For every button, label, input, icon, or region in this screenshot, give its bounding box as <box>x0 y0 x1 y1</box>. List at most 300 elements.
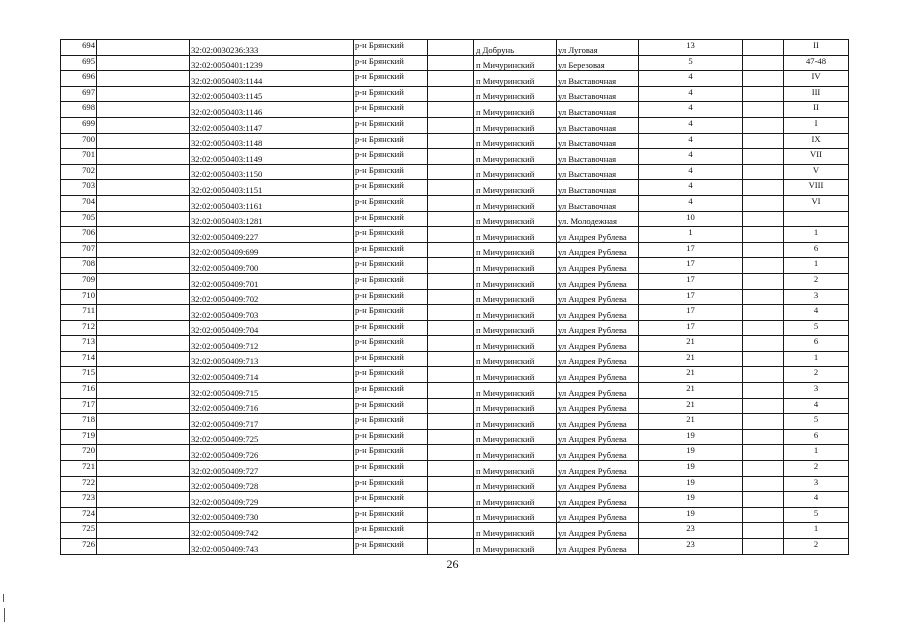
house-number-cell: 10 <box>639 211 743 227</box>
empty-cell <box>428 258 474 274</box>
region-cell: р-н Брянский <box>354 320 428 336</box>
locality-cell: п Мичуринский <box>474 149 557 165</box>
empty-cell <box>743 336 784 352</box>
empty-cell <box>743 227 784 243</box>
cadastral-number-cell: 32:02:0050401:1239 <box>190 55 354 71</box>
table-row <box>61 461 849 477</box>
house-number-cell: 21 <box>639 414 743 430</box>
page-number: 26 <box>446 557 459 571</box>
table-row <box>61 305 849 321</box>
apartment-cell: III <box>784 86 849 102</box>
house-number-cell: 23 <box>639 539 743 555</box>
street-cell: ул Андрея Рублева <box>557 414 639 430</box>
region-cell: р-н Брянский <box>354 398 428 414</box>
empty-cell <box>428 305 474 321</box>
apartment-cell: 47-48 <box>784 55 849 71</box>
street-cell: ул Андрея Рублева <box>557 367 639 383</box>
row-number-cell: 703 <box>61 180 97 196</box>
table-row <box>61 492 849 508</box>
street-cell: ул Андрея Рублева <box>557 351 639 367</box>
cadastral-number-cell: 32:02:0050409:227 <box>190 227 354 243</box>
street-cell: ул. Молодежная <box>557 211 639 227</box>
street-cell: ул Андрея Рублева <box>557 227 639 243</box>
region-cell: р-н Брянский <box>354 86 428 102</box>
table-row <box>61 289 849 305</box>
house-number-cell: 4 <box>639 195 743 211</box>
cadastral-number-cell: 32:02:0030236:333 <box>190 40 354 56</box>
empty-cell <box>97 336 190 352</box>
table-row <box>61 414 849 430</box>
apartment-cell: 2 <box>784 461 849 477</box>
house-number-cell: 17 <box>639 320 743 336</box>
row-number-cell: 721 <box>61 461 97 477</box>
row-number-cell: 719 <box>61 429 97 445</box>
house-number-cell: 17 <box>639 305 743 321</box>
row-number-cell: 709 <box>61 273 97 289</box>
cadastral-number-cell: 32:02:0050409:700 <box>190 258 354 274</box>
empty-cell <box>428 289 474 305</box>
empty-cell <box>97 383 190 399</box>
apartment-cell: 5 <box>784 320 849 336</box>
row-number-cell: 714 <box>61 351 97 367</box>
cadastral-number-cell: 32:02:0050409:743 <box>190 539 354 555</box>
table-row <box>61 383 849 399</box>
region-cell: р-н Брянский <box>354 289 428 305</box>
empty-cell <box>97 180 190 196</box>
street-cell: ул Андрея Рублева <box>557 476 639 492</box>
row-number-cell: 715 <box>61 367 97 383</box>
region-cell: р-н Брянский <box>354 258 428 274</box>
empty-cell <box>743 40 784 56</box>
region-cell: р-н Брянский <box>354 102 428 118</box>
house-number-cell: 21 <box>639 398 743 414</box>
apartment-cell: 3 <box>784 476 849 492</box>
locality-cell: п Мичуринский <box>474 258 557 274</box>
row-number-cell: 695 <box>61 55 97 71</box>
row-number-cell: 694 <box>61 40 97 56</box>
table-row <box>61 539 849 555</box>
empty-cell <box>428 195 474 211</box>
locality-cell: п Мичуринский <box>474 211 557 227</box>
apartment-cell: VII <box>784 149 849 165</box>
street-cell: ул Андрея Рублева <box>557 461 639 477</box>
empty-cell <box>97 445 190 461</box>
street-cell: ул Андрея Рублева <box>557 383 639 399</box>
locality-cell: п Мичуринский <box>474 445 557 461</box>
empty-cell <box>743 351 784 367</box>
empty-cell <box>97 461 190 477</box>
empty-cell <box>743 445 784 461</box>
house-number-cell: 1 <box>639 227 743 243</box>
empty-cell <box>97 539 190 555</box>
empty-cell <box>743 320 784 336</box>
row-number-cell: 722 <box>61 476 97 492</box>
empty-cell <box>428 211 474 227</box>
street-cell: ул Выставочная <box>557 86 639 102</box>
row-number-cell: 701 <box>61 149 97 165</box>
house-number-cell: 19 <box>639 507 743 523</box>
house-number-cell: 21 <box>639 351 743 367</box>
empty-cell <box>743 492 784 508</box>
cadastral-number-cell: 32:02:0050409:730 <box>190 507 354 523</box>
house-number-cell: 19 <box>639 492 743 508</box>
street-cell: ул Андрея Рублева <box>557 507 639 523</box>
empty-cell <box>743 507 784 523</box>
apartment-cell: 2 <box>784 273 849 289</box>
table-row <box>61 258 849 274</box>
street-cell: ул Андрея Рублева <box>557 273 639 289</box>
house-number-cell: 4 <box>639 164 743 180</box>
empty-cell <box>428 507 474 523</box>
empty-cell <box>97 305 190 321</box>
empty-cell <box>428 492 474 508</box>
region-cell: р-н Брянский <box>354 539 428 555</box>
apartment-cell: 4 <box>784 398 849 414</box>
table-row <box>61 367 849 383</box>
empty-cell <box>428 242 474 258</box>
region-cell: р-н Брянский <box>354 492 428 508</box>
table-row <box>61 523 849 539</box>
street-cell: ул Андрея Рублева <box>557 289 639 305</box>
locality-cell: п Мичуринский <box>474 289 557 305</box>
table-row <box>61 211 849 227</box>
row-number-cell: 700 <box>61 133 97 149</box>
empty-cell <box>743 383 784 399</box>
region-cell: р-н Брянский <box>354 461 428 477</box>
empty-cell <box>743 149 784 165</box>
row-number-cell: 706 <box>61 227 97 243</box>
empty-cell <box>97 55 190 71</box>
locality-cell: п Мичуринский <box>474 414 557 430</box>
cadastral-number-cell: 32:02:0050403:1281 <box>190 211 354 227</box>
region-cell: р-н Брянский <box>354 149 428 165</box>
region-cell: р-н Брянский <box>354 227 428 243</box>
empty-cell <box>428 476 474 492</box>
house-number-cell: 19 <box>639 445 743 461</box>
empty-cell <box>743 195 784 211</box>
row-number-cell: 705 <box>61 211 97 227</box>
table-row <box>61 86 849 102</box>
row-number-cell: 708 <box>61 258 97 274</box>
street-cell: ул Андрея Рублева <box>557 305 639 321</box>
apartment-cell: 2 <box>784 539 849 555</box>
locality-cell: п Мичуринский <box>474 539 557 555</box>
locality-cell: п Мичуринский <box>474 492 557 508</box>
house-number-cell: 17 <box>639 258 743 274</box>
empty-cell <box>743 258 784 274</box>
cadastral-number-cell: 32:02:0050403:1144 <box>190 71 354 87</box>
house-number-cell: 19 <box>639 476 743 492</box>
empty-cell <box>97 429 190 445</box>
cadastral-number-cell: 32:02:0050409:713 <box>190 351 354 367</box>
row-number-cell: 723 <box>61 492 97 508</box>
apartment-cell: 6 <box>784 429 849 445</box>
apartment-cell <box>784 211 849 227</box>
locality-cell: п Мичуринский <box>474 55 557 71</box>
empty-cell <box>97 320 190 336</box>
house-number-cell: 21 <box>639 336 743 352</box>
cadastral-number-cell: 32:02:0050403:1151 <box>190 180 354 196</box>
region-cell: р-н Брянский <box>354 195 428 211</box>
empty-cell <box>97 398 190 414</box>
region-cell: р-н Брянский <box>354 211 428 227</box>
house-number-cell: 5 <box>639 55 743 71</box>
locality-cell: п Мичуринский <box>474 227 557 243</box>
row-number-cell: 697 <box>61 86 97 102</box>
empty-cell <box>97 102 190 118</box>
cadastral-number-cell: 32:02:0050409:715 <box>190 383 354 399</box>
table-row <box>61 195 849 211</box>
region-cell: р-н Брянский <box>354 305 428 321</box>
empty-cell <box>428 429 474 445</box>
cadastral-number-cell: 32:02:0050403:1145 <box>190 86 354 102</box>
cadastral-number-cell: 32:02:0050403:1161 <box>190 195 354 211</box>
locality-cell: п Мичуринский <box>474 305 557 321</box>
street-cell: ул Андрея Рублева <box>557 398 639 414</box>
table-row <box>61 227 849 243</box>
empty-cell <box>97 71 190 87</box>
empty-cell <box>743 242 784 258</box>
row-number-cell: 718 <box>61 414 97 430</box>
table-row <box>61 320 849 336</box>
row-number-cell: 724 <box>61 507 97 523</box>
row-number-cell: 699 <box>61 117 97 133</box>
cadastral-number-cell: 32:02:0050409:727 <box>190 461 354 477</box>
table-row <box>61 164 849 180</box>
empty-cell <box>743 461 784 477</box>
region-cell: р-н Брянский <box>354 55 428 71</box>
locality-cell: п Мичуринский <box>474 523 557 539</box>
empty-cell <box>97 195 190 211</box>
street-cell: ул Андрея Рублева <box>557 539 639 555</box>
table-row <box>61 40 849 56</box>
empty-cell <box>743 273 784 289</box>
street-cell: ул Андрея Рублева <box>557 429 639 445</box>
cadastral-number-cell: 32:02:0050409:728 <box>190 476 354 492</box>
cadastral-number-cell: 32:02:0050409:714 <box>190 367 354 383</box>
empty-cell <box>428 227 474 243</box>
row-number-cell: 712 <box>61 320 97 336</box>
row-number-cell: 711 <box>61 305 97 321</box>
table-row <box>61 180 849 196</box>
empty-cell <box>743 71 784 87</box>
apartment-cell: 2 <box>784 367 849 383</box>
row-number-cell: 710 <box>61 289 97 305</box>
locality-cell: п Мичуринский <box>474 476 557 492</box>
table-row <box>61 133 849 149</box>
cadastral-number-cell: 32:02:0050409:726 <box>190 445 354 461</box>
empty-cell <box>743 180 784 196</box>
apartment-cell: VI <box>784 195 849 211</box>
cadastral-number-cell: 32:02:0050409:716 <box>190 398 354 414</box>
table-row <box>61 55 849 71</box>
document-table <box>60 39 849 555</box>
apartment-cell: IX <box>784 133 849 149</box>
empty-cell <box>97 149 190 165</box>
cadastral-number-cell: 32:02:0050409:742 <box>190 523 354 539</box>
street-cell: ул Выставочная <box>557 180 639 196</box>
street-cell: ул Андрея Рублева <box>557 336 639 352</box>
locality-cell: п Мичуринский <box>474 133 557 149</box>
locality-cell: п Мичуринский <box>474 320 557 336</box>
apartment-cell: 4 <box>784 305 849 321</box>
empty-cell <box>428 414 474 430</box>
street-cell: ул Выставочная <box>557 117 639 133</box>
apartment-cell: 6 <box>784 336 849 352</box>
region-cell: р-н Брянский <box>354 476 428 492</box>
house-number-cell: 4 <box>639 133 743 149</box>
locality-cell: п Мичуринский <box>474 164 557 180</box>
empty-cell <box>428 461 474 477</box>
cadastral-number-cell: 32:02:0050409:725 <box>190 429 354 445</box>
locality-cell: п Мичуринский <box>474 507 557 523</box>
empty-cell <box>97 492 190 508</box>
apartment-cell: II <box>784 102 849 118</box>
region-cell: р-н Брянский <box>354 336 428 352</box>
apartment-cell: II <box>784 40 849 56</box>
apartment-cell: 1 <box>784 351 849 367</box>
empty-cell <box>97 414 190 430</box>
row-number-cell: 713 <box>61 336 97 352</box>
row-number-cell: 726 <box>61 539 97 555</box>
apartment-cell: 1 <box>784 227 849 243</box>
empty-cell <box>97 211 190 227</box>
cadastral-number-cell: 32:02:0050409:729 <box>190 492 354 508</box>
locality-cell: п Мичуринский <box>474 336 557 352</box>
region-cell: р-н Брянский <box>354 133 428 149</box>
street-cell: ул Выставочная <box>557 149 639 165</box>
empty-cell <box>428 336 474 352</box>
empty-cell <box>97 40 190 56</box>
street-cell: ул Березовая <box>557 55 639 71</box>
locality-cell: п Мичуринский <box>474 117 557 133</box>
empty-cell <box>428 55 474 71</box>
table-row <box>61 476 849 492</box>
street-cell: ул Выставочная <box>557 102 639 118</box>
empty-cell <box>428 367 474 383</box>
row-number-cell: 707 <box>61 242 97 258</box>
region-cell: р-н Брянский <box>354 445 428 461</box>
cadastral-number-cell: 32:02:0050409:717 <box>190 414 354 430</box>
locality-cell: п Мичуринский <box>474 398 557 414</box>
street-cell: ул Андрея Рублева <box>557 242 639 258</box>
locality-cell: п Мичуринский <box>474 429 557 445</box>
empty-cell <box>428 40 474 56</box>
empty-cell <box>743 211 784 227</box>
table-row <box>61 242 849 258</box>
cadastral-number-cell: 32:02:0050409:704 <box>190 320 354 336</box>
empty-cell <box>428 523 474 539</box>
house-number-cell: 4 <box>639 102 743 118</box>
empty-cell <box>428 445 474 461</box>
house-number-cell: 19 <box>639 429 743 445</box>
locality-cell: п Мичуринский <box>474 195 557 211</box>
empty-cell <box>97 289 190 305</box>
empty-cell <box>97 273 190 289</box>
house-number-cell: 19 <box>639 461 743 477</box>
empty-cell <box>428 117 474 133</box>
cadastral-number-cell: 32:02:0050409:701 <box>190 273 354 289</box>
empty-cell <box>743 305 784 321</box>
empty-cell <box>743 289 784 305</box>
empty-cell <box>428 164 474 180</box>
apartment-cell: 4 <box>784 492 849 508</box>
cadastral-number-cell: 32:02:0050409:712 <box>190 336 354 352</box>
table-row <box>61 336 849 352</box>
empty-cell <box>97 476 190 492</box>
table-row <box>61 273 849 289</box>
empty-cell <box>97 351 190 367</box>
empty-cell <box>428 102 474 118</box>
empty-cell <box>428 180 474 196</box>
table-body <box>61 40 849 555</box>
house-number-cell: 4 <box>639 71 743 87</box>
table-row <box>61 351 849 367</box>
locality-cell: п Мичуринский <box>474 242 557 258</box>
region-cell: р-н Брянский <box>354 273 428 289</box>
apartment-cell: IV <box>784 71 849 87</box>
empty-cell <box>97 133 190 149</box>
region-cell: р-н Брянский <box>354 367 428 383</box>
apartment-cell: I <box>784 117 849 133</box>
empty-cell <box>743 86 784 102</box>
region-cell: р-н Брянский <box>354 180 428 196</box>
empty-cell <box>97 86 190 102</box>
row-number-cell: 704 <box>61 195 97 211</box>
row-number-cell: 725 <box>61 523 97 539</box>
table-row <box>61 102 849 118</box>
region-cell: р-н Брянский <box>354 117 428 133</box>
street-cell: ул Выставочная <box>557 195 639 211</box>
region-cell: р-н Брянский <box>354 523 428 539</box>
scan-mark <box>3 594 4 602</box>
house-number-cell: 21 <box>639 383 743 399</box>
empty-cell <box>428 71 474 87</box>
empty-cell <box>428 539 474 555</box>
empty-cell <box>428 86 474 102</box>
empty-cell <box>97 242 190 258</box>
row-number-cell: 720 <box>61 445 97 461</box>
row-number-cell: 717 <box>61 398 97 414</box>
table-row <box>61 117 849 133</box>
empty-cell <box>97 227 190 243</box>
row-number-cell: 698 <box>61 102 97 118</box>
region-cell: р-н Брянский <box>354 429 428 445</box>
region-cell: р-н Брянский <box>354 40 428 56</box>
locality-cell: п Мичуринский <box>474 180 557 196</box>
scan-mark <box>4 608 5 622</box>
row-number-cell: 702 <box>61 164 97 180</box>
house-number-cell: 23 <box>639 523 743 539</box>
locality-cell: д Добрунь <box>474 40 557 56</box>
cadastral-number-cell: 32:02:0050403:1150 <box>190 164 354 180</box>
empty-cell <box>743 398 784 414</box>
cadastral-number-cell: 32:02:0050403:1147 <box>190 117 354 133</box>
region-cell: р-н Брянский <box>354 351 428 367</box>
empty-cell <box>97 367 190 383</box>
cadastral-number-cell: 32:02:0050403:1149 <box>190 149 354 165</box>
cadastral-number-cell: 32:02:0050403:1148 <box>190 133 354 149</box>
house-number-cell: 21 <box>639 367 743 383</box>
empty-cell <box>428 133 474 149</box>
street-cell: ул Выставочная <box>557 133 639 149</box>
empty-cell <box>428 273 474 289</box>
street-cell: ул Андрея Рублева <box>557 523 639 539</box>
empty-cell <box>743 133 784 149</box>
house-number-cell: 4 <box>639 86 743 102</box>
apartment-cell: 3 <box>784 289 849 305</box>
empty-cell <box>743 476 784 492</box>
